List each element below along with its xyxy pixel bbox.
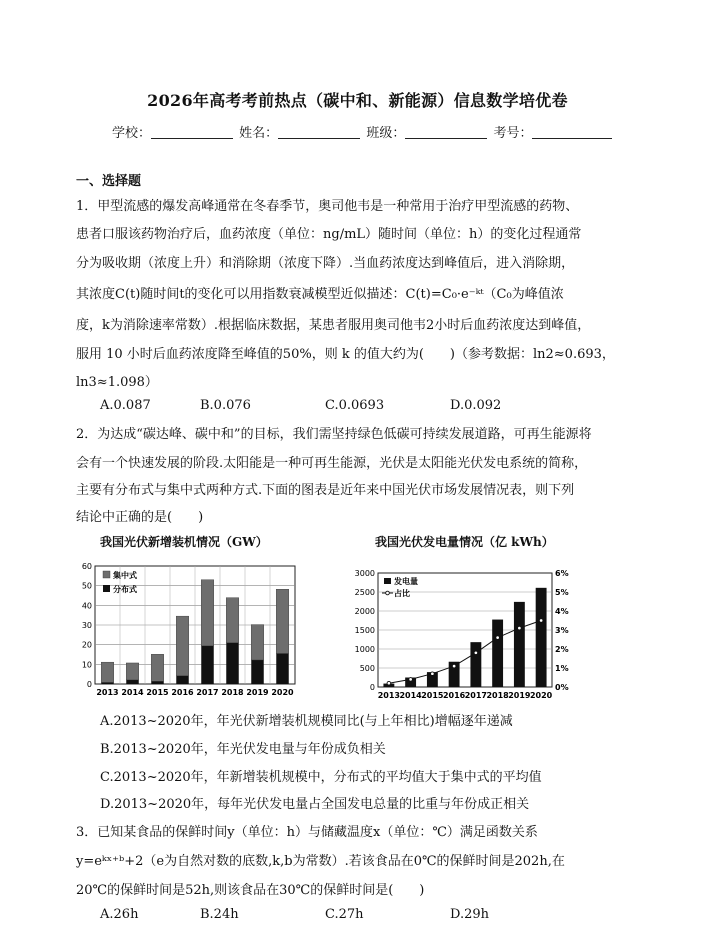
x-tick-label: 2017 (464, 691, 488, 700)
installed-capacity-chart (70, 558, 310, 700)
q3-line: 3．已知某食品的保鲜时间y（单位：h）与储藏温度x（单位：℃）满足函数关系 (76, 825, 538, 840)
q1-line: 服用 10 小时后血药浓度降至峰值的50%，则 k 的值大约为( )（参考数据：ln2≈0.693， (76, 347, 615, 362)
q3-option-b[interactable]: B.24h (200, 907, 239, 922)
bar-centralized (251, 625, 264, 660)
bar-centralized (176, 616, 189, 676)
x-tick-label: 2013 (377, 691, 401, 700)
bar-distributed (126, 680, 139, 684)
name-blank[interactable] (278, 126, 360, 139)
x-tick-label: 2014 (121, 688, 144, 697)
q2-line: 会有一个快速发展的阶段.太阳能是一种可再生能源，光伏是太阳能光伏发电系统的简称， (76, 456, 588, 471)
bar-generation (514, 602, 525, 687)
q2-line: 结论中正确的是( ) (76, 510, 204, 525)
bar-centralized (276, 589, 289, 653)
legend-marker-share (386, 591, 390, 595)
bar-distributed (251, 660, 264, 684)
legend-swatch-distributed (103, 585, 110, 592)
bar-distributed (226, 643, 239, 684)
legend-swatch-centralized (103, 571, 110, 578)
point-share (474, 651, 478, 655)
x-tick-label: 2019 (246, 688, 269, 697)
y2-tick-label: 2% (555, 645, 569, 654)
q1-line: 度，k为消除速率常数）.根据临床数据，某患者服用奥司他韦2小时后血药浓度达到峰值， (76, 318, 591, 333)
bar-distributed (101, 682, 114, 684)
bar-centralized (151, 654, 164, 681)
x-tick-label: 2018 (221, 688, 244, 697)
bar-generation (536, 588, 547, 687)
x-tick-label: 2018 (486, 691, 509, 700)
point-share (431, 672, 435, 676)
page-title: 2026年高考考前热点（碳中和、新能源）信息数学培优卷 (147, 91, 568, 110)
y-tick-label: 10 (81, 660, 92, 670)
x-tick-label: 2016 (442, 691, 466, 700)
bar-centralized (126, 663, 139, 680)
bar-centralized (201, 580, 214, 646)
student-info-row (112, 122, 614, 141)
point-share (452, 664, 456, 668)
y-tick-label: 500 (359, 664, 375, 673)
y-tick-label: 20 (81, 640, 92, 650)
q2-option-b[interactable]: B.2013~2020年，年光伏发电量与年份成负相关 (100, 742, 386, 757)
y-tick-label: 2000 (354, 607, 375, 616)
class-blank[interactable] (405, 126, 487, 139)
bar-distributed (151, 681, 164, 684)
chart2-title: 我国光伏发电量情况（亿 kWh） (375, 535, 554, 549)
x-tick-label: 2019 (508, 691, 531, 700)
x-tick-label: 2013 (96, 688, 119, 697)
x-tick-label: 2020 (529, 691, 553, 700)
y2-tick-label: 0% (555, 683, 569, 692)
legend-label-share: 占比 (394, 589, 410, 598)
y-tick-label: 60 (81, 562, 92, 571)
q1-line: 其浓度C(t)随时间t的变化可以用指数衰减模型近似描述：C(t)=C₀·e⁻ᵏᵗ（C₀为峰值浓 (76, 287, 564, 302)
q1-option-b[interactable]: B.0.076 (200, 398, 251, 413)
y2-tick-label: 4% (555, 607, 569, 616)
q1-option-a[interactable]: A.0.087 (100, 398, 151, 413)
q3-option-d[interactable]: D.29h (450, 907, 490, 922)
q1-option-c[interactable]: C.0.0693 (325, 398, 385, 413)
q3-line: 20℃的保鲜时间是52h,则该食品在30℃的保鲜时间是( ) (76, 883, 425, 898)
y-tick-label: 3000 (354, 569, 375, 578)
q1-line: 患者口服该药物治疗后，血药浓度（单位：ng/mL）随时间（单位：h）的变化过程通常 (76, 227, 582, 242)
y-tick-label: 0 (86, 680, 92, 689)
bar-distributed (276, 654, 289, 684)
y-tick-label: 50 (81, 581, 92, 591)
q2-line: 2．为达成“碳达峰、碳中和”的目标，我们需坚持绿色低碳可持续发展道路，可再生能源将 (76, 427, 592, 442)
y2-tick-label: 6% (555, 569, 569, 578)
q2-option-d[interactable]: D.2013~2020年，每年光伏发电量占全国发电总量的比重与年份成正相关 (100, 797, 530, 812)
class-label: 班级： (366, 126, 406, 141)
point-share (518, 626, 522, 630)
y-tick-label: 0 (369, 683, 375, 692)
x-tick-label: 2014 (399, 691, 422, 700)
legend-label-generation: 发电量 (394, 577, 418, 586)
legend-swatch-generation (384, 578, 391, 584)
y-tick-label: 2500 (354, 588, 375, 597)
q2-option-a[interactable]: A.2013~2020年，年光伏新增装机规模同比(与上年相比)增幅逐年递减 (100, 714, 513, 729)
bar-generation (492, 620, 503, 687)
q2-option-c[interactable]: C.2013~2020年，年新增装机规模中，分布式的平均值大于集中式的平均值 (100, 770, 542, 785)
y2-tick-label: 3% (555, 626, 569, 635)
q3-line: y=eᵏˣ⁺ᵇ+2（e为自然对数的底数,k,b为常数）.若该食品在0℃的保鲜时间是202h,在 (76, 854, 565, 869)
bar-distributed (176, 676, 189, 684)
legend-label-centralized: 集中式 (113, 571, 137, 580)
q2-line: 主要有分布式与集中式两种方式.下面的图表是近年来中国光伏市场发展情况表，则下列 (76, 483, 575, 498)
school-label: 学校： (112, 126, 152, 141)
y2-tick-label: 5% (555, 588, 569, 597)
q1-line: 分为吸收期（浓度上升）和消除期（浓度下降）.当血药浓度达到峰值后，进入消除期， (76, 256, 575, 271)
x-tick-label: 2016 (171, 688, 194, 697)
bar-distributed (201, 646, 214, 684)
q1-line: 1．甲型流感的爆发高峰通常在冬春季节，奥司他韦是一种常用于治疗甲型流感的药物、 (76, 199, 579, 214)
q3-option-c[interactable]: C.27h (325, 907, 364, 922)
school-blank[interactable] (151, 126, 233, 139)
x-tick-label: 2017 (196, 688, 219, 697)
chart1-title: 我国光伏新增装机情况（GW） (100, 535, 268, 549)
section-title: 一、选择题 (76, 174, 142, 189)
point-share (409, 678, 413, 682)
point-share (539, 619, 543, 623)
q3-option-a[interactable]: A.26h (100, 907, 139, 922)
x-tick-label: 2015 (146, 688, 169, 697)
y-tick-label: 1500 (354, 626, 375, 635)
y-tick-label: 1000 (354, 645, 375, 654)
y-tick-label: 30 (81, 621, 92, 630)
bar-centralized (226, 598, 239, 643)
q1-option-d[interactable]: D.0.092 (450, 398, 502, 413)
name-label: 姓名： (239, 126, 279, 141)
x-tick-label: 2020 (271, 688, 294, 697)
point-share (496, 636, 500, 640)
bar-generation (470, 642, 481, 687)
x-tick-label: 2015 (421, 691, 444, 700)
y-tick-label: 40 (81, 601, 92, 611)
y2-tick-label: 1% (555, 664, 569, 673)
exam-no-label: 考号： (493, 126, 533, 141)
q1-line: ln3≈1.098） (76, 375, 158, 390)
exam-no-blank[interactable] (532, 126, 612, 139)
bar-centralized (101, 662, 114, 682)
power-generation-chart (340, 565, 580, 700)
point-share (387, 681, 391, 685)
legend-label-distributed: 分布式 (113, 585, 137, 594)
